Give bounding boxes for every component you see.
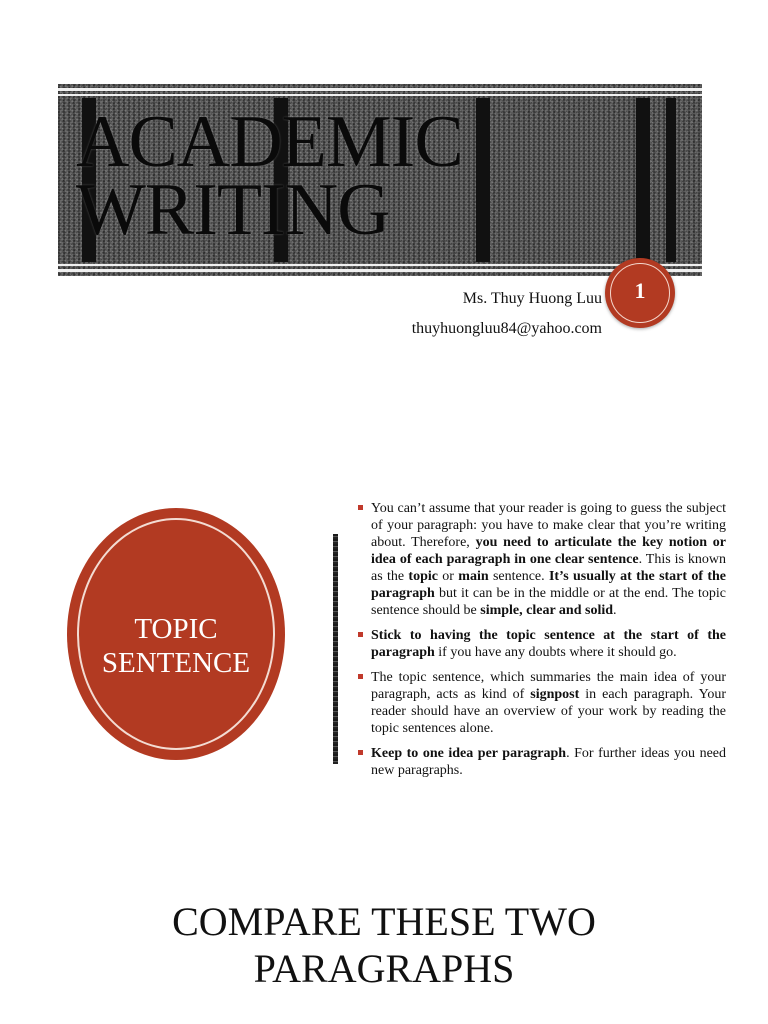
bullet-item — [356, 669, 726, 737]
banner-bar — [476, 98, 490, 262]
bullet-item — [356, 500, 726, 619]
presentation-title — [76, 101, 463, 251]
bullet-text: . For further ideas you need new paragraphs. — [371, 746, 727, 778]
compare-line-1: COMPARE THESE TWO — [172, 899, 596, 944]
circle-line-1: TOPIC — [134, 613, 218, 645]
bullet-marker — [358, 750, 363, 755]
author-name: Ms. Thuy Huong Luu — [462, 290, 602, 307]
banner-rule — [58, 269, 702, 272]
bullet-marker — [358, 505, 363, 510]
topic-sentence-bullet-list — [356, 500, 726, 787]
banner-rule — [58, 264, 702, 266]
page-number: 1 — [634, 278, 646, 303]
bold-text: It’s usually at the start of the paragraph — [371, 569, 727, 601]
bullet-text: in each paragraph. Your reader should have an overview of your work by reading the topic sentences alone. — [371, 687, 726, 736]
banner-rule — [58, 94, 702, 96]
topic-sentence-circle — [67, 508, 285, 760]
bold-text: Keep to one idea per paragraph — [371, 746, 567, 761]
circle-line-2: SENTENCE — [101, 647, 251, 679]
title-line-1: ACADEMIC — [76, 101, 463, 183]
bullet-text: or — [437, 569, 459, 584]
bullet-text: . — [613, 603, 617, 618]
bullet-text: if you have any doubts where it should go. — [434, 645, 677, 660]
title-line-2: WRITING — [76, 169, 390, 251]
bullet-marker — [358, 632, 363, 637]
compare-line-2: PARAGRAPHS — [253, 946, 515, 991]
bullet-item — [356, 627, 726, 661]
author-email: thuyhuongluu84@yahoo.com — [411, 320, 602, 337]
bullet-item — [356, 745, 726, 779]
bullet-text: The topic sentence, which summaries the main idea of your paragraph, acts as kind of — [371, 670, 726, 702]
bullet-text: You can’t assume that your reader is going to guess the subject of your paragraph: you have to make clear that you’re writing about. Therefore, — [371, 501, 726, 550]
bold-text: you need to articulate the key notion or idea of each paragraph in one clear sentence — [371, 535, 727, 567]
banner-bar — [636, 98, 650, 262]
bullet-text: . This is known as the — [371, 552, 727, 584]
compare-heading — [0, 898, 768, 992]
page-number-badge — [605, 258, 675, 328]
bold-text: topic — [408, 569, 438, 584]
banner-bar — [666, 98, 676, 262]
topic-sentence-heading — [67, 612, 285, 680]
bullet-marker — [358, 674, 363, 679]
bold-text: main — [458, 569, 489, 584]
title-banner — [58, 84, 702, 276]
bullet-text: but it can be in the middle or at the end. The topic sentence should be — [371, 586, 726, 618]
bold-text: signpost — [530, 687, 580, 702]
bold-text: Stick to having the topic sentence at the start of the paragraph — [371, 628, 726, 660]
bullet-text: sentence. — [488, 569, 549, 584]
banner-rule — [58, 88, 702, 91]
vertical-divider — [333, 534, 338, 764]
bold-text: simple, clear and solid — [480, 603, 614, 618]
